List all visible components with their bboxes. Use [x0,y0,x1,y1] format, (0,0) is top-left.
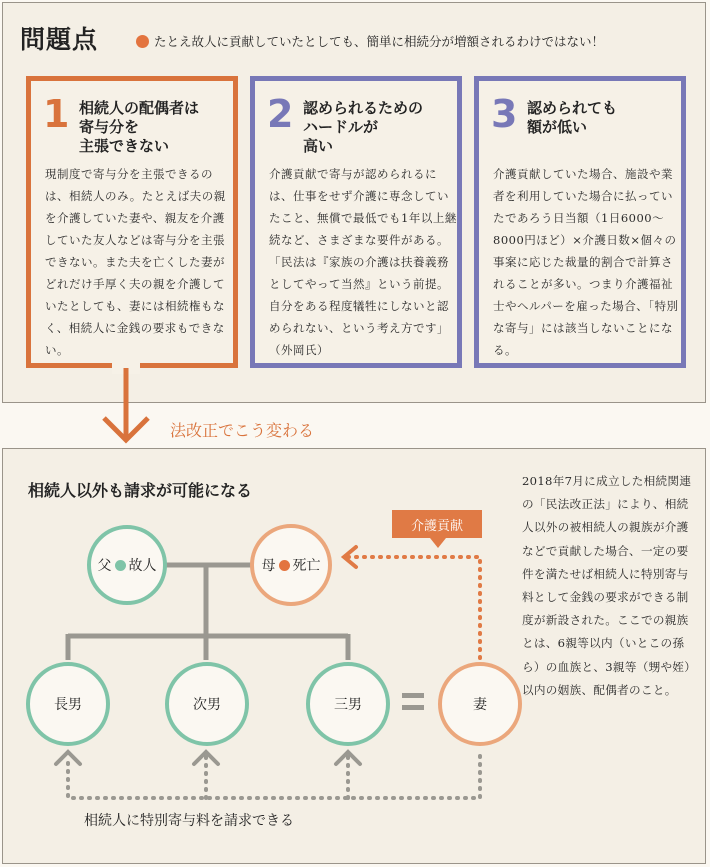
problem-heading-line: 高い [303,137,334,155]
problem-heading-line: 額が低い [527,118,588,136]
wife-label: 妻 [473,697,487,713]
problem-heading-line: 寄与分を [79,118,140,136]
reform-explanation: 2018年7月に成立した相続関連の「民法改正法」により、相続人以外の被相続人の親族が介護などで貢献した場合、一定の要件を満たせば相続人に特別寄与料として金銭の要求ができる制度が新設された。ここでの親族とは、6親等以内（いとこの孫ら）の血族と、3親等（甥や姪）以内の姻族、配偶者のこと。 [522,474,692,697]
equals-bar-top [402,693,424,698]
reform-title: 相続人以外も請求が可能になる [28,481,253,500]
problem-heading-line: 主張できない [79,137,170,155]
problems-subtitle-text: たとえ故人に貢献していたとしても、簡単に相続分が増額されるわけではない！ [154,34,605,49]
mother-status: 死亡 [292,558,321,574]
mother-label: 母 [261,558,276,574]
deceased-dot-icon [279,560,290,571]
problem-number: 3 [491,92,518,136]
son2-node [165,662,249,746]
son3-label: 三男 [334,697,362,713]
mother-node [250,524,332,606]
problem-body: 介護貢献していた場合、施設や業者を利用していた場合に払っていたであろう日当額（1日6000〜8000円ほど）×介護日数×個々の事案に応じた裁量的割合で計算されることが多い。つまり介護福祉士やヘルパーを雇った場合、「特別な寄与」には該当しないことになる。 [493,167,679,357]
care-path [344,557,480,666]
problem-body: 介護貢献で寄与が認められるには、仕事をせず介護に専念していたこと、無償で最低でも1年以上継続など、さまざまな要件がある。「民法は『家族の介護は扶養義務としてやって当然』という前提。自分をある程度犠牲にしないと認められない、という考え方です」（外岡氏） [269,167,457,357]
problem-heading-line: 認められるための [303,99,424,117]
deceased-dot-icon [115,560,126,571]
problem-number: 2 [267,92,294,136]
son3-node [306,662,390,746]
problem-heading-line: 認められても [527,99,618,117]
father-node [87,525,167,605]
problem-heading-line: ハードルが [303,118,379,136]
tag-pointer [430,538,446,548]
claim-label: 相続人に特別寄与料を請求できる [84,813,294,829]
claim-path [68,756,480,798]
equals-bar-bottom [402,705,424,710]
problem-heading-line: 相続人の配偶者は [79,99,200,117]
change-label: 法改正でこう変わる [170,421,315,440]
problems-title: 問題点 [20,25,99,54]
son1-node [26,662,110,746]
father-label: 父 [97,558,112,574]
care-contribution-tag: 介護貢献 [392,510,482,538]
wife-node [438,662,522,746]
son2-label: 次男 [193,697,221,713]
father-status: 故人 [128,558,157,574]
problem-body: 現制度で寄与分を主張できるのは、相続人のみ。たとえば夫の親を介護していた妻や、親友を介護していた友人などは寄与分を主張できない。また夫を亡くした妻がどれだけ手厚く夫の親を介護していたとしても、妻には相続権もなく、相続人に金銭の要求もできない。 [45,167,226,357]
son1-label: 長男 [54,697,82,713]
problem-number: 1 [43,92,70,136]
